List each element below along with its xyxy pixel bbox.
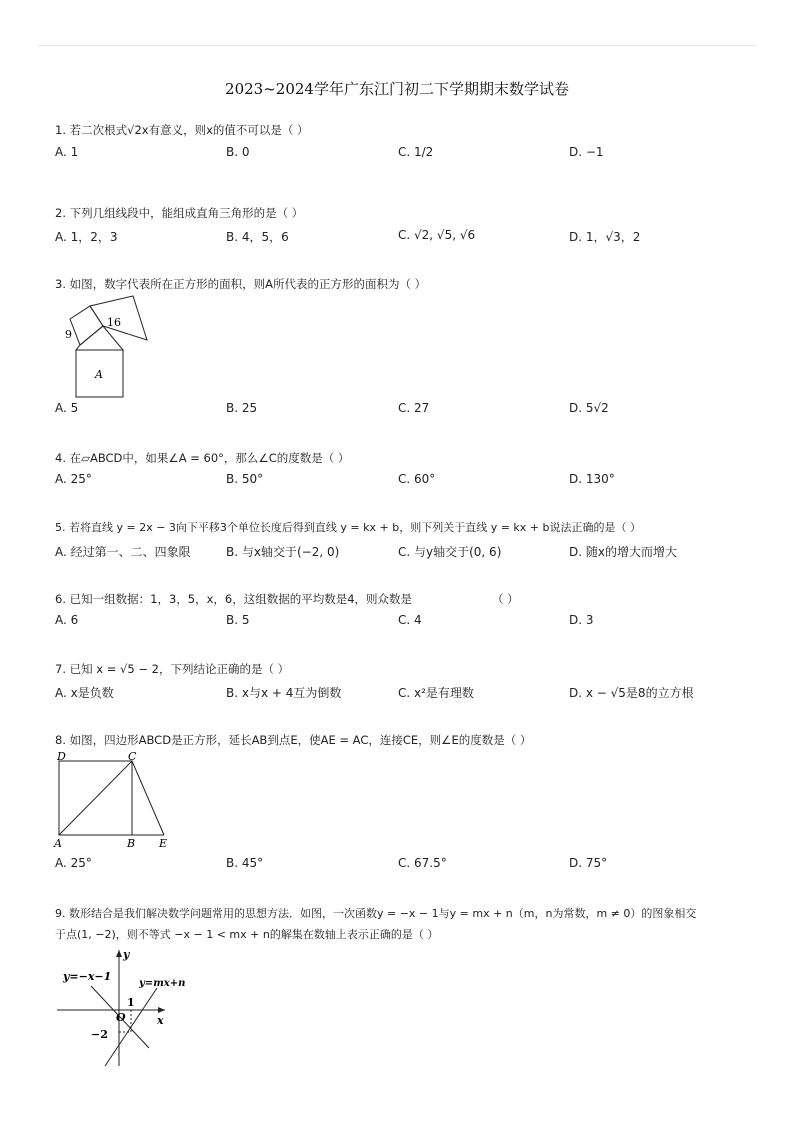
question-2-option-c[interactable]: C. √2, √5, √6 [398, 228, 476, 242]
question-8-option-a[interactable]: A. 25° [55, 856, 92, 870]
point-d-label: D [57, 750, 66, 763]
question-5-option-d[interactable]: D. 随x的增大而增大 [569, 545, 677, 559]
diagonal-ac [59, 761, 132, 835]
question-4-option-c[interactable]: C. 60° [398, 472, 436, 486]
question-6-option-b[interactable]: B. 5 [226, 613, 250, 627]
point-b-label: B [127, 837, 136, 850]
question-6-option-c[interactable]: C. 4 [398, 613, 422, 627]
question-3-option-a[interactable]: A. 5 [55, 401, 79, 415]
question-1-stem: 1. 若二次根式√2x有意义，则x的值不可以是（ ） [55, 123, 309, 137]
header-divider [38, 45, 756, 46]
small-square-label: 9 [65, 328, 72, 341]
question-8-figure [52, 750, 177, 850]
question-5-option-c[interactable]: C. 与y轴交于(0, 6) [398, 545, 502, 559]
question-1-option-a[interactable]: A. 1 [55, 145, 79, 159]
tick-neg2-label: −2 [91, 1028, 108, 1041]
x-axis-label: x [157, 1014, 164, 1027]
question-3-option-b[interactable]: B. 25 [226, 401, 258, 415]
question-2-option-a[interactable]: A. 1，2，3 [55, 230, 118, 244]
question-8-stem: 8. 如图，四边形ABCD是正方形，延长AB到点E，使AE = AC，连接CE，则∠E的度数是（ ） [55, 733, 532, 747]
y-axis-arrow-icon [116, 950, 122, 957]
question-3-figure [50, 296, 150, 400]
x-axis-arrow-icon [158, 1007, 165, 1013]
question-7-option-d[interactable]: D. x − √5是8的立方根 [569, 686, 694, 700]
question-2-option-d[interactable]: D. 1，√3，2 [569, 230, 641, 244]
question-7-option-b[interactable]: B. x与x + 4互为倒数 [226, 686, 342, 700]
question-4-option-b[interactable]: B. 50° [226, 472, 264, 486]
question-9-stem-line-1: 9. 数形结合是我们解决数学问题常用的思想方法．如图，一次函数y = −x − 1与y = mx + n（m，n为常数，m ≠ 0）的图象相交 [55, 907, 697, 920]
point-c-label: C [128, 750, 137, 763]
question-8-option-d[interactable]: D. 75° [569, 856, 608, 870]
segment-ce [132, 761, 164, 835]
question-8-option-c[interactable]: C. 67.5° [398, 856, 447, 870]
question-9-figure [57, 948, 197, 1073]
question-5-stem: 5. 若将直线 y = 2x − 3向下平移3个单位长度后得到直线 y = kx + b，则下列关于直线 y = kx + b说法正确的是（ ） [55, 521, 641, 534]
question-6-stem: 6. 已知一组数据：1，3，5，x，6，这组数据的平均数是4，则众数是 [55, 592, 413, 606]
tick-1-label: 1 [127, 996, 135, 1009]
question-3-stem: 3. 如图，数字代表所在正方形的面积，则A所代表的正方形的面积为（ ） [55, 277, 427, 291]
question-2-stem: 2. 下列几组线段中，能组成直角三角形的是（ ） [55, 206, 304, 220]
medium-square-label: 16 [107, 316, 121, 329]
question-6-option-d[interactable]: D. 3 [569, 613, 594, 627]
point-a-label: A [54, 837, 62, 850]
question-4-stem: 4. 在▱ABCD中，如果∠A = 60°，那么∠C的度数是（ ） [55, 451, 350, 465]
question-6-option-a[interactable]: A. 6 [55, 613, 79, 627]
question-7-option-a[interactable]: A. x是负数 [55, 686, 114, 700]
question-4-option-a[interactable]: A. 25° [55, 472, 92, 486]
question-8-option-b[interactable]: B. 45° [226, 856, 264, 870]
page-title: 2023~2024学年广东江门初二下学期期末数学试卷 [225, 80, 569, 98]
y-axis-label: y [123, 948, 130, 961]
question-7-option-c[interactable]: C. x²是有理数 [398, 686, 474, 700]
question-1-option-c[interactable]: C. 1/2 [398, 145, 434, 159]
question-5-option-a[interactable]: A. 经过第一、二、四象限 [55, 545, 191, 559]
point-e-label: E [159, 837, 168, 850]
question-3-option-d[interactable]: D. 5√2 [569, 401, 609, 415]
origin-label: O [116, 1011, 126, 1024]
question-9-stem-line-2: 于点(1, −2)，则不等式 −x − 1 < mx + n的解集在数轴上表示正确的是（ ） [55, 928, 439, 941]
large-square-label: A [95, 368, 103, 381]
line-2-label: y=mx+n [139, 978, 186, 989]
question-2-option-b[interactable]: B. 4，5，6 [226, 230, 289, 244]
question-1-option-b[interactable]: B. 0 [226, 145, 250, 159]
question-5-option-b[interactable]: B. 与x轴交于(−2, 0) [226, 545, 340, 559]
question-7-stem: 7. 已知 x = √5 − 2，下列结论正确的是（ ） [55, 662, 290, 676]
question-1-option-d[interactable]: D. −1 [569, 145, 604, 159]
question-3-option-c[interactable]: C. 27 [398, 401, 430, 415]
question-4-option-d[interactable]: D. 130° [569, 472, 615, 486]
question-6-answer-paren: （ ） [492, 592, 519, 606]
line-1-label: y=−x−1 [63, 970, 112, 983]
